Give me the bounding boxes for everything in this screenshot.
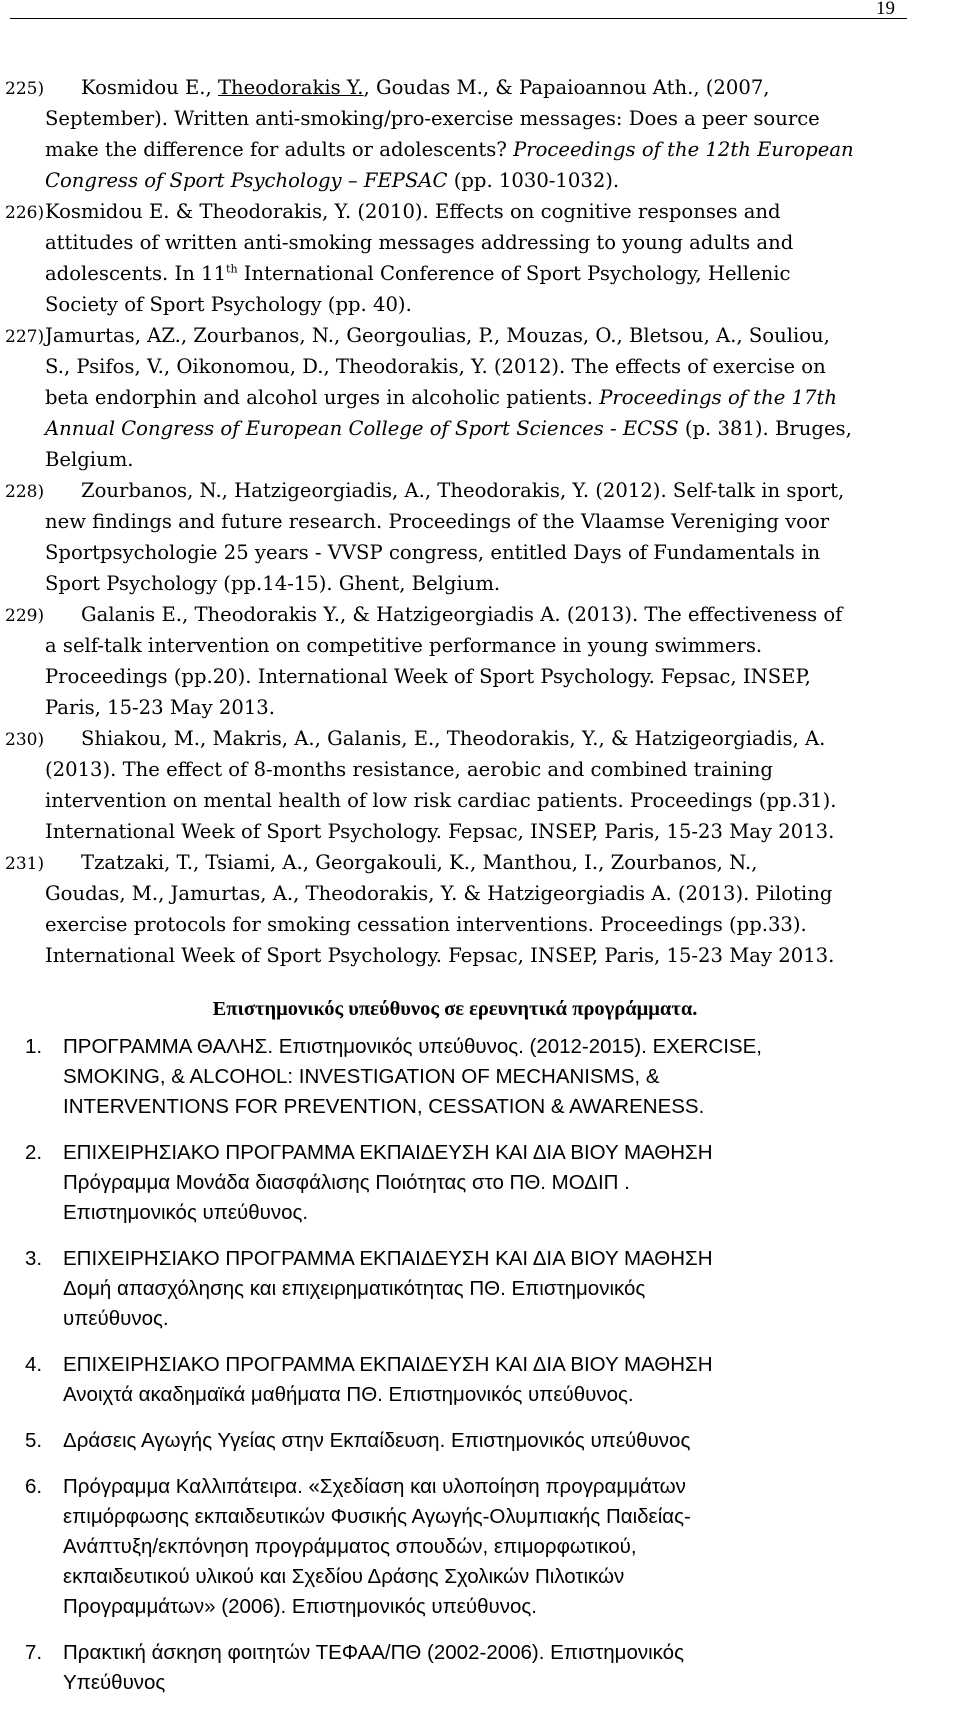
project-item: [0, 1472, 950, 1622]
reference-line: [0, 444, 950, 475]
reference-text: a self-talk intervention on competitive performance in young swimmers.: [45, 634, 763, 657]
reference-number: 225): [5, 79, 45, 99]
project-line: Πρόγραμμα Μονάδα διασφάλισης Ποιότητας στο ΠΘ. ΜΟΔΙΠ .: [63, 1171, 630, 1194]
reference-text: Zourbanos, N., Hatzigeorgiadis, A., Theodorakis, Y. (2012). Self-talk in sport,: [81, 479, 845, 502]
project-line: Δράσεις Αγωγής Υγείας στην Εκπαίδευση. Επιστημονικός υπεύθυνος: [63, 1429, 691, 1452]
project-line: Ανάπτυξη/εκπόνηση προγράμματος σπουδών, επιμορφωτικού,: [63, 1535, 637, 1558]
project-item: [0, 1032, 950, 1122]
project-line: επιμόρφωσης εκπαιδευτικών Φυσικής Αγωγής-Ολυμπιακής Παιδείας-: [63, 1505, 691, 1528]
reference-line: [0, 258, 950, 289]
reference-entry: [0, 599, 950, 723]
reference-text: Galanis E., Theodorakis Y., & Hatzigeorgiadis A. (2013). The effectiveness of: [81, 603, 843, 626]
reference-line: [0, 940, 950, 971]
reference-text: exercise protocols for smoking cessation interventions. Proceedings (pp.33).: [45, 913, 807, 936]
reference-text: Proceedings of the 12th European: [513, 138, 854, 161]
project-item: [0, 1350, 950, 1410]
project-line: ΕΠΙΧΕΙΡΗΣΙΑΚΟ ΠΡΟΓΡΑΜΜΑ ΕΚΠΑΙΔΕΥΣΗ ΚΑΙ ΔΙΑ ΒΙΟΥ ΜΑΘΗΣΗ: [63, 1247, 713, 1270]
reference-text: September). Written anti-smoking/pro-exercise messages: Does a peer source: [45, 107, 820, 130]
reference-entry: [0, 72, 950, 196]
reference-line: [0, 630, 950, 661]
project-line: ΕΠΙΧΕΙΡΗΣΙΑΚΟ ΠΡΟΓΡΑΜΜΑ ΕΚΠΑΙΔΕΥΣΗ ΚΑΙ ΔΙΑ ΒΙΟΥ ΜΑΘΗΣΗ: [63, 1353, 713, 1376]
reference-text: Congress of Sport Psychology – FEPSAC: [45, 169, 448, 192]
project-line: εκπαιδευτικού υλικού και Σχεδίου Δράσης Σχολικών Πιλοτικών: [63, 1565, 625, 1588]
project-item: [0, 1244, 950, 1334]
project-line: Πρόγραμμα Καλλιπάτειρα. «Σχεδίαση και υλοποίηση προγραμμάτων: [63, 1475, 686, 1498]
reference-text: (pp. 1030-1032).: [447, 169, 620, 192]
reference-line: [0, 754, 950, 785]
project-number: 3.: [25, 1247, 43, 1270]
reference-line: [0, 816, 950, 847]
reference-text: Paris, 15-23 May 2013.: [45, 696, 275, 719]
reference-line: [0, 568, 950, 599]
reference-line: [0, 847, 950, 878]
reference-text: Theodorakis Y.: [217, 76, 364, 99]
reference-text: Jamurtas, AZ., Zourbanos, N., Georgoulias, P., Mouzas, O., Bletsou, A., Souliou,: [45, 324, 830, 347]
reference-entry: [0, 196, 950, 320]
reference-line: [0, 289, 950, 320]
reference-line: [0, 878, 950, 909]
project-line: Προγραμμάτων» (2006). Επιστημονικός υπεύθυνος.: [63, 1595, 537, 1618]
reference-line: [0, 351, 950, 382]
project-item: [0, 1638, 950, 1698]
project-line: ΕΠΙΧΕΙΡΗΣΙΑΚΟ ΠΡΟΓΡΑΜΜΑ ΕΚΠΑΙΔΕΥΣΗ ΚΑΙ ΔΙΑ ΒΙΟΥ ΜΑΘΗΣΗ: [63, 1141, 713, 1164]
reference-entry: [0, 320, 950, 475]
reference-entry: [0, 475, 950, 599]
project-line: Επιστημονικός υπεύθυνος.: [63, 1201, 309, 1224]
reference-text: International Week of Sport Psychology. Fepsac, INSEP, Paris, 15-23 May 2013.: [45, 820, 835, 843]
reference-line: [0, 909, 950, 940]
project-line: INTERVENTIONS FOR PREVENTION, CESSATION & AWARENESS.: [63, 1095, 705, 1118]
reference-line: [0, 382, 950, 413]
reference-line: [0, 506, 950, 537]
reference-text: Annual Congress of European College of Sport Sciences - ECSS: [45, 417, 679, 440]
reference-line: [0, 413, 950, 444]
reference-line: [0, 475, 950, 506]
project-line: Ανοιχτά ακαδημαϊκά μαθήματα ΠΘ. Επιστημονικός υπεύθυνος.: [63, 1383, 634, 1406]
reference-line: [0, 692, 950, 723]
project-number: 1.: [25, 1035, 43, 1058]
reference-text: International Week of Sport Psychology. Fepsac, INSEP, Paris, 15-23 May 2013.: [45, 944, 835, 967]
reference-text: beta endorphin and alcohol urges in alcoholic patients.: [45, 386, 600, 409]
reference-text: Goudas, M., Jamurtas, A., Theodorakis, Y. & Hatzigeorgiadis A. (2013). Piloting: [45, 882, 833, 905]
reference-line: [0, 165, 950, 196]
reference-text: (p. 381). Bruges,: [678, 417, 852, 440]
reference-text: (2013). The effect of 8-months resistance, aerobic and combined training: [45, 758, 773, 781]
reference-text: intervention on mental health of low risk cardiac patients. Proceedings (pp.31).: [45, 789, 837, 812]
project-number: 5.: [25, 1429, 43, 1452]
reference-text: attitudes of written anti-smoking messages addressing to young adults and: [45, 231, 794, 254]
reference-text: Proceedings of the 17th: [599, 386, 837, 409]
reference-text: adolescents. In 11: [45, 262, 227, 285]
project-line: SMOKING, & ALCOHOL: INVESTIGATION OF MECHANISMS, &: [63, 1065, 660, 1088]
reference-line: [0, 72, 950, 103]
reference-text: Belgium.: [45, 448, 134, 471]
reference-text: S., Psifos, V., Oikonomou, D., Theodorakis, Y. (2012). The effects of exercise on: [45, 355, 826, 378]
reference-text: International Conference of Sport Psychology, Hellenic: [237, 262, 791, 285]
reference-number: 228): [5, 482, 45, 502]
reference-line: [0, 227, 950, 258]
header-rule: [10, 18, 907, 19]
project-line: υπεύθυνος.: [63, 1307, 169, 1330]
reference-text: Shiakou, M., Makris, A., Galanis, E., Theodorakis, Y., & Hatzigeorgiadis, A.: [81, 727, 826, 750]
reference-line: [0, 661, 950, 692]
reference-line: [0, 196, 950, 227]
reference-text: Kosmidou E. & Theodorakis, Y. (2010). Effects on cognitive responses and: [45, 200, 781, 223]
reference-line: [0, 537, 950, 568]
project-item: [0, 1138, 950, 1228]
conference-references-list: [0, 72, 950, 971]
project-line: Υπεύθυνος: [63, 1671, 166, 1694]
project-line: Πρακτική άσκηση φοιτητών ΤΕΦΑΑ/ΠΘ (2002-2006). Επιστημονικός: [63, 1641, 684, 1664]
project-number: 2.: [25, 1141, 43, 1164]
reference-text: make the difference for adults or adolescents?: [45, 138, 514, 161]
reference-line: [0, 723, 950, 754]
reference-text: Society of Sport Psychology (pp. 40).: [45, 293, 412, 316]
reference-number: 229): [5, 606, 45, 626]
reference-entry: [0, 723, 950, 847]
superscript: th: [226, 262, 238, 276]
reference-number: 230): [5, 730, 45, 750]
reference-line: [0, 320, 950, 351]
project-line: ΠΡΟΓΡΑΜΜΑ ΘΑΛΗΣ. Επιστημονικός υπεύθυνος. (2012-2015). EXERCISE,: [63, 1035, 762, 1058]
reference-text: new findings and future research. Proceedings of the Vlaamse Vereniging voor: [45, 510, 830, 533]
project-number: 6.: [25, 1475, 43, 1498]
reference-text: Sport Psychology (pp.14-15). Ghent, Belgium.: [45, 572, 501, 595]
project-line: Δομή απασχόλησης και επιχειρηματικότητας ΠΘ. Επιστημονικός: [63, 1277, 646, 1300]
reference-text: Tzatzaki, T., Tsiami, A., Georgakouli, K., Manthou, I., Zourbanos, N.,: [81, 851, 758, 874]
reference-text: Proceedings (pp.20). International Week of Sport Psychology. Fepsac, INSEP,: [45, 665, 811, 688]
reference-text: Sportpsychologie 25 years - VVSP congress, entitled Days of Fundamentals in: [45, 541, 821, 564]
research-projects-list: [0, 1032, 950, 1714]
reference-number: 231): [5, 854, 45, 874]
page-number: 19: [876, 0, 895, 19]
reference-number: 227): [5, 327, 45, 347]
section-heading: Επιστημονικός υπεύθυνος σε ερευνητικά προγράμματα.: [212, 998, 698, 1020]
reference-line: [0, 599, 950, 630]
reference-line: [0, 785, 950, 816]
reference-entry: [0, 847, 950, 971]
reference-number: 226): [5, 203, 45, 223]
project-number: 7.: [25, 1641, 43, 1664]
reference-text: , Goudas M., & Papaioannou Ath., (2007,: [363, 76, 770, 99]
reference-text: Kosmidou E.,: [81, 76, 218, 99]
project-item: [0, 1426, 950, 1456]
project-number: 4.: [25, 1353, 43, 1376]
reference-line: [0, 134, 950, 165]
reference-line: [0, 103, 950, 134]
